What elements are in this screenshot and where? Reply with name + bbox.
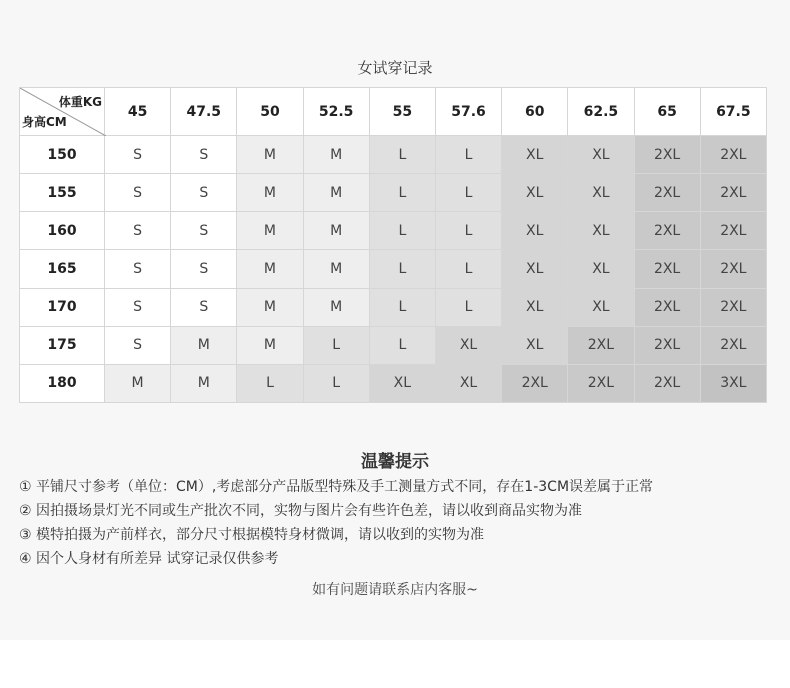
- size-cell: 2XL: [700, 326, 766, 364]
- size-cell: 2XL: [700, 174, 766, 212]
- size-cell: 2XL: [634, 288, 700, 326]
- table-title: 女试穿记录: [357, 59, 433, 77]
- size-cell: L: [435, 174, 501, 212]
- size-cell: L: [435, 288, 501, 326]
- size-cell: M: [303, 136, 369, 174]
- size-cell: S: [105, 174, 171, 212]
- weight-header: 65: [634, 88, 700, 136]
- size-cell: L: [369, 174, 435, 212]
- weight-axis-label: 体重KG: [58, 95, 102, 109]
- size-cell: L: [369, 136, 435, 174]
- table-row: [20, 174, 767, 212]
- table-corner: [20, 88, 105, 136]
- height-axis-label: 身高CM: [22, 115, 67, 129]
- table-row: [20, 364, 767, 402]
- table-row: [20, 250, 767, 288]
- weight-header: 52.5: [303, 88, 369, 136]
- size-cell: M: [237, 326, 303, 364]
- size-cell: M: [237, 212, 303, 250]
- size-cell: XL: [502, 212, 568, 250]
- size-cell: L: [237, 364, 303, 402]
- size-cell: M: [303, 250, 369, 288]
- size-cell: M: [237, 288, 303, 326]
- weight-header: 45: [105, 88, 171, 136]
- size-cell: 2XL: [634, 364, 700, 402]
- size-cell: 2XL: [502, 364, 568, 402]
- size-cell: XL: [502, 326, 568, 364]
- size-cell: 2XL: [634, 250, 700, 288]
- tip-item: ③ 模特拍摄为产前样衣，部分尺寸根据模特身材微调，请以收到的实物为准: [19, 527, 484, 543]
- weight-header: 67.5: [700, 88, 766, 136]
- size-cell: L: [369, 326, 435, 364]
- size-cell: L: [369, 250, 435, 288]
- size-cell: XL: [502, 250, 568, 288]
- tips-title: 温馨提示: [361, 452, 429, 472]
- height-header: 180: [20, 364, 105, 402]
- size-cell: S: [105, 250, 171, 288]
- size-cell: S: [105, 136, 171, 174]
- size-cell: 3XL: [700, 364, 766, 402]
- size-cell: M: [303, 212, 369, 250]
- size-cell: S: [171, 212, 237, 250]
- size-cell: M: [171, 364, 237, 402]
- size-cell: M: [303, 174, 369, 212]
- size-cell: S: [105, 288, 171, 326]
- weight-header: 47.5: [171, 88, 237, 136]
- size-cell: 2XL: [634, 212, 700, 250]
- size-cell: XL: [435, 326, 501, 364]
- size-cell: 2XL: [634, 326, 700, 364]
- table-row: [20, 326, 767, 364]
- size-cell: XL: [568, 174, 634, 212]
- size-cell: M: [237, 174, 303, 212]
- size-cell: L: [435, 136, 501, 174]
- size-cell: M: [171, 326, 237, 364]
- size-cell: XL: [369, 364, 435, 402]
- size-cell: 2XL: [700, 250, 766, 288]
- size-cell: L: [303, 364, 369, 402]
- size-cell: M: [237, 136, 303, 174]
- size-cell: L: [435, 250, 501, 288]
- height-header: 170: [20, 288, 105, 326]
- height-header: 155: [20, 174, 105, 212]
- size-cell: M: [303, 288, 369, 326]
- tip-item: ④ 因个人身材有所差异 试穿记录仅供参考: [19, 551, 279, 567]
- size-cell: XL: [568, 250, 634, 288]
- size-cell: S: [171, 174, 237, 212]
- size-cell: XL: [435, 364, 501, 402]
- size-cell: 2XL: [634, 136, 700, 174]
- size-cell: 2XL: [700, 212, 766, 250]
- tips-list: [19, 475, 779, 571]
- size-cell: M: [105, 364, 171, 402]
- tip-item: ① 平铺尺寸参考（单位：CM）,考虑部分产品版型特殊及手工测量方式不同，存在1-3CM误差属于正常: [19, 479, 654, 495]
- weight-header: 62.5: [568, 88, 634, 136]
- tip-item: ② 因拍摄场景灯光不同或生产批次不同，实物与图片会有些许色差，请以收到商品实物为准: [19, 503, 582, 519]
- size-cell: L: [369, 288, 435, 326]
- height-header: 150: [20, 136, 105, 174]
- height-header: 165: [20, 250, 105, 288]
- size-cell: M: [237, 250, 303, 288]
- size-cell: 2XL: [634, 174, 700, 212]
- weight-header: 50: [237, 88, 303, 136]
- size-table: [19, 87, 767, 403]
- height-header: 160: [20, 212, 105, 250]
- size-cell: S: [105, 212, 171, 250]
- size-cell: L: [435, 212, 501, 250]
- weight-header: 60: [502, 88, 568, 136]
- table-row: [20, 212, 767, 250]
- table-row: [20, 288, 767, 326]
- weight-header: 55: [369, 88, 435, 136]
- size-cell: S: [171, 288, 237, 326]
- size-cell: S: [171, 136, 237, 174]
- size-cell: XL: [502, 174, 568, 212]
- size-cell: XL: [502, 288, 568, 326]
- size-cell: 2XL: [568, 326, 634, 364]
- size-cell: 2XL: [700, 288, 766, 326]
- size-cell: L: [303, 326, 369, 364]
- contact-note: 如有问题请联系店内客服~: [312, 582, 478, 598]
- size-cell: 2XL: [568, 364, 634, 402]
- size-cell: S: [171, 250, 237, 288]
- weight-header: 57.6: [435, 88, 501, 136]
- size-cell: S: [105, 326, 171, 364]
- size-cell: 2XL: [700, 136, 766, 174]
- height-header: 175: [20, 326, 105, 364]
- size-cell: XL: [568, 136, 634, 174]
- table-row: [20, 136, 767, 174]
- size-cell: XL: [568, 212, 634, 250]
- weight-header-row: [20, 88, 767, 136]
- size-table-body: [20, 136, 767, 403]
- size-cell: XL: [502, 136, 568, 174]
- size-cell: XL: [568, 288, 634, 326]
- size-cell: L: [369, 212, 435, 250]
